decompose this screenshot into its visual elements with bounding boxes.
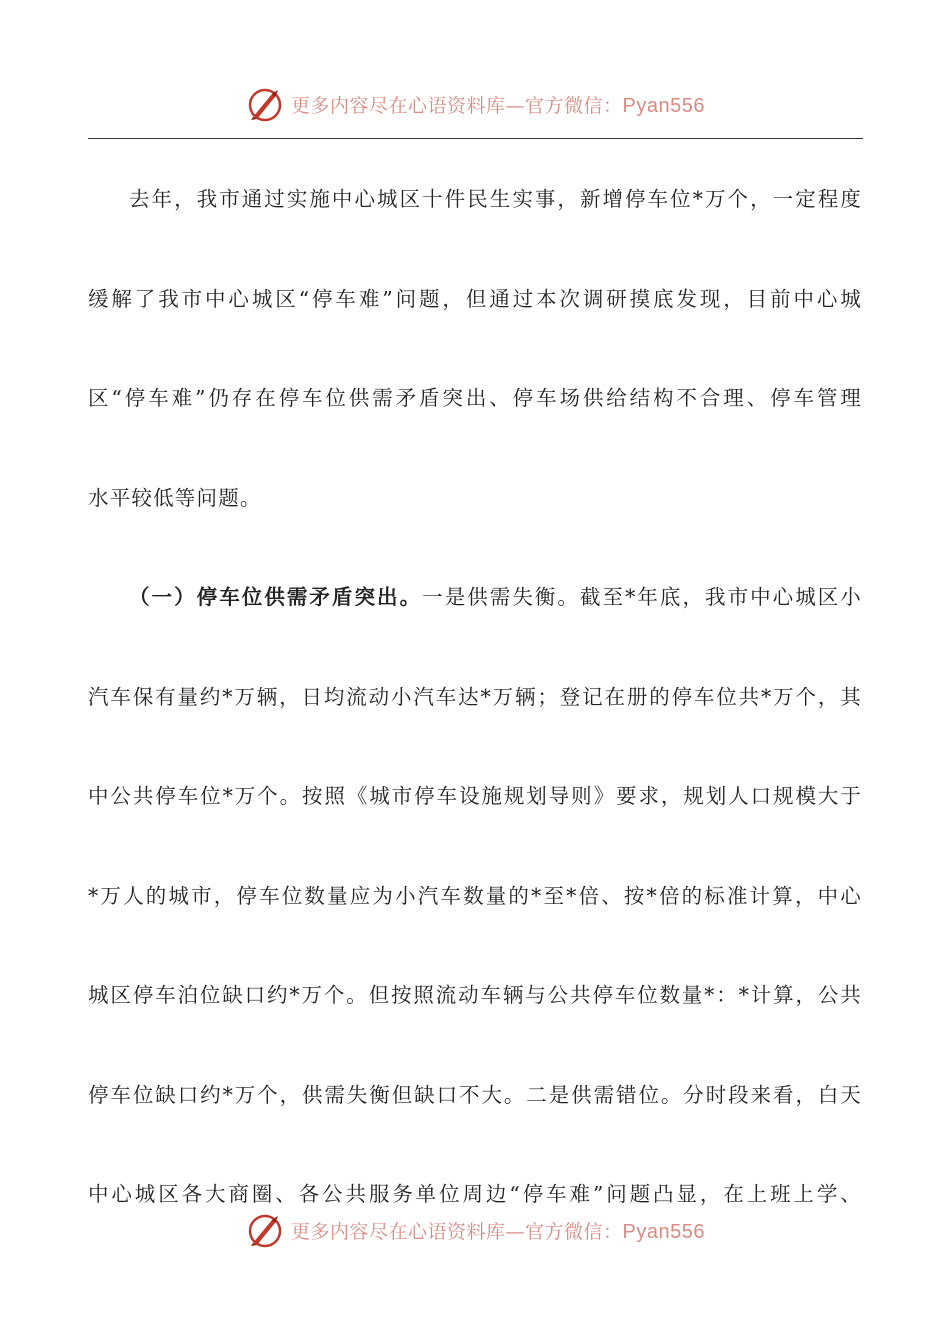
watermark-site-name: 更多内容尽在心语资料库: [291, 94, 506, 117]
paragraph-line: 城区停车泊位缺口约*万个。但按照流动车辆与公共停车位数量*：*计算，公共: [88, 983, 862, 1007]
section-first-line-text: 一是供需失衡。截至*年底，我市中心城区小: [422, 585, 862, 609]
paragraph-line: 水平较低等问题。: [88, 485, 262, 510]
footer-watermark: [0, 1208, 950, 1252]
watermark-wechat-id: Pyan556: [622, 1220, 705, 1243]
paragraph-line: 中心城区各大商圈、各公共服务单位周边“停车难”问题凸显，在上班上学、: [88, 1182, 862, 1206]
watermark-dash: —: [505, 1220, 526, 1243]
pen-nib-logo-icon: [245, 84, 285, 124]
watermark-label: 官方微信：: [525, 1220, 623, 1243]
watermark-text: [291, 91, 705, 118]
watermark-site-name: 更多内容尽在心语资料库: [291, 1220, 506, 1243]
watermark-dash: —: [505, 94, 526, 117]
header-watermark: [0, 82, 950, 126]
paragraph-line: *万人的城市，停车位数量应为小汽车数量的*至*倍、按*倍的标准计算，中心: [88, 883, 862, 908]
paragraph-line: 停车位缺口约*万个，供需失衡但缺口不大。二是供需错位。分时段来看，白天: [88, 1082, 862, 1107]
document-body: [88, 150, 862, 1245]
header-divider: [88, 138, 863, 139]
paragraph-line: 缓解了我市中心城区“停车难”问题，但通过本次调研摸底发现，目前中心城: [88, 286, 862, 311]
watermark-wechat-id: Pyan556: [622, 94, 705, 117]
paragraph-line: 去年，我市通过实施中心城区十件民生实事，新增停车位*万个，一定程度: [129, 187, 862, 211]
paragraph-line: 汽车保有量约*万辆，日均流动小汽车达*万辆；登记在册的停车位共*万个，其: [88, 684, 862, 709]
section-heading-line: [88, 548, 862, 648]
paragraph-line: 区“停车难”仍存在停车位供需矛盾突出、停车场供给结构不合理、停车管理: [88, 386, 862, 410]
section-heading: （一）停车位供需矛盾突出。: [129, 585, 423, 609]
pen-nib-logo-icon: [245, 1210, 285, 1250]
watermark-text: [291, 1217, 705, 1244]
paragraph-line: 中公共停车位*万个。按照《城市停车设施规划导则》要求，规划人口规模大于: [88, 784, 862, 808]
watermark-label: 官方微信：: [525, 94, 623, 117]
